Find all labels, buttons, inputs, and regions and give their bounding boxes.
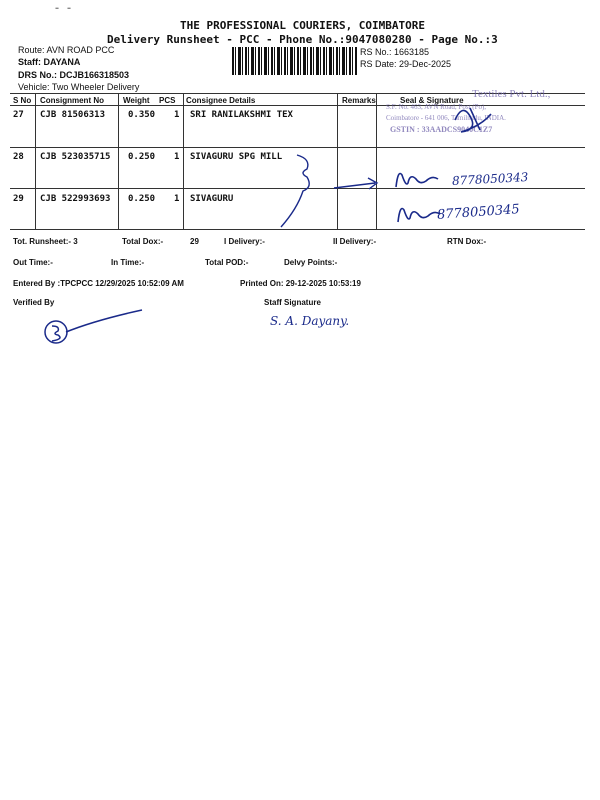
header-consignee: Consignee Details <box>186 96 256 105</box>
vehicle-text: Vehicle: Two Wheeler Delivery <box>18 82 140 92</box>
row-weight: 0.250 <box>128 152 156 162</box>
row-pcs: 1 <box>174 110 180 120</box>
drs-number: DRS No.: DCJB166318503 <box>18 70 130 80</box>
row-sno: 29 <box>13 194 24 204</box>
row-consignment: CJB 81506313 <box>40 110 106 120</box>
row-consignee: SRI RANILAKSHMI TEX <box>190 110 293 120</box>
row-consignment: CJB 523035715 <box>40 152 111 162</box>
total-dox-label: Total Dox:- <box>122 237 164 246</box>
runsheet-subtitle: Delivery Runsheet - PCC - Phone No.:9047080280 - Page No.:3 <box>107 33 498 46</box>
row-weight: 0.250 <box>128 194 156 204</box>
row-consignment: CJB 522993693 <box>40 194 111 204</box>
total-dox-value: 29 <box>190 237 199 246</box>
handwritten-phone: 8778050345 <box>436 202 521 223</box>
bracket-mark <box>281 155 309 227</box>
ii-delivery: II Delivery:- <box>333 237 377 246</box>
rtn-dox: RTN Dox:- <box>447 237 487 246</box>
signature-scribble <box>455 108 491 132</box>
verified-by-label: Verified By <box>13 298 55 307</box>
handwritten-phone: 8778050343 <box>451 170 529 188</box>
company-title: THE PROFESSIONAL COURIERS, COIMBATORE <box>180 19 426 32</box>
row-weight: 0.350 <box>128 110 156 120</box>
row-pcs: 1 <box>174 194 180 204</box>
staff-signature-label: Staff Signature <box>264 298 321 307</box>
total-runsheet: Tot. Runsheet:- 3 <box>13 237 78 246</box>
rs-number: RS No.: 1663185 <box>360 47 430 57</box>
staff-signature-ink: S. A. Dayany. <box>270 314 350 328</box>
stamp-line: Coimbatore - 641 006, Tamilnadu, INDIA. <box>386 114 506 122</box>
header-sno: S No <box>13 96 32 105</box>
header-seal-signature: Seal & Signature <box>400 96 464 105</box>
header-weight: Weight <box>123 96 150 105</box>
row-sno: 27 <box>13 110 24 120</box>
stamp-line: Textiles Pvt. Ltd., <box>472 88 551 100</box>
stamp-line: GSTIN : 33AADCS9040C1Z7 <box>390 125 493 134</box>
header-pcs: PCS <box>159 96 176 105</box>
i-delivery: I Delivery:- <box>224 237 265 246</box>
total-pod: Total POD:- <box>205 258 249 267</box>
header-remarks: Remarks <box>342 96 376 105</box>
printed-on: Printed On: 29-12-2025 10:53:19 <box>240 279 361 288</box>
row-consignee: SIVAGURU <box>190 194 234 204</box>
staff-text: Staff: DAYANA <box>18 57 81 67</box>
entered-by: Entered By :TPCPCC 12/29/2025 10:52:09 AM <box>13 279 184 288</box>
signature-scribble <box>398 209 440 223</box>
signature-scribble <box>396 174 438 188</box>
arrow-mark <box>334 178 377 189</box>
row-sno: 28 <box>13 152 24 162</box>
row-consignee: SIVAGURU SPG MILL <box>190 152 283 162</box>
out-time: Out Time:- <box>13 258 53 267</box>
route-text: Route: AVN ROAD PCC <box>18 45 115 55</box>
in-time: In Time:- <box>111 258 145 267</box>
stamp-line: S.F. No. 463, AVN Road, Post (Po), <box>386 103 487 111</box>
delvy-points: Delvy Points:- <box>284 258 338 267</box>
rs-date: RS Date: 29-Dec-2025 <box>360 59 452 69</box>
header-consignment: Consignment No <box>40 96 104 105</box>
row-pcs: 1 <box>174 152 180 162</box>
